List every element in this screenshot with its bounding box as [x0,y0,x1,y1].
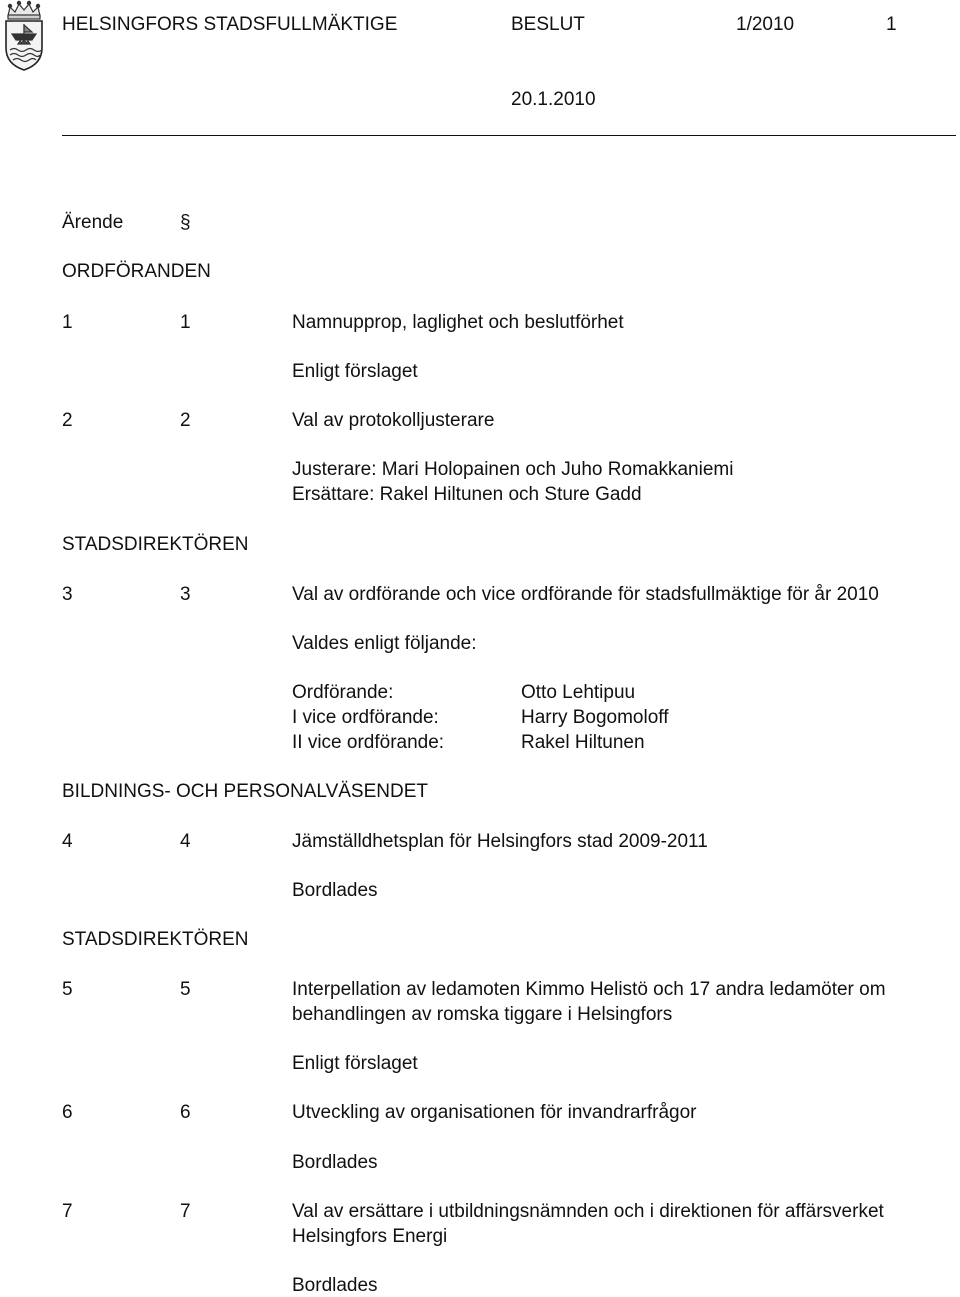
section-heading: STADSDIREKTÖREN [62,534,249,555]
item-title: Utveckling av organisationen för invandrarfrågor [292,1102,697,1123]
role-label: Ordförande: [292,682,394,703]
item-decision-line: Ersättare: Rakel Hiltunen och Sture Gadd [292,484,642,505]
item-arende-number: 6 [62,1102,73,1123]
item-arende-number: 2 [62,410,73,431]
role-name: Harry Bogomoloff [521,707,669,728]
item-title: Val av ordförande och vice ordförande för stadsfullmäktige för år 2010 [292,584,879,605]
item-title: Namnupprop, laglighet och beslutförhet [292,312,624,333]
header-date: 20.1.2010 [511,89,596,110]
item-paragraph-number: 1 [180,312,191,333]
role-label: I vice ordförande: [292,707,439,728]
section-heading: BILDNINGS- OCH PERSONALVÄSENDET [62,781,429,802]
header-organization: HELSINGFORS STADSFULLMÄKTIGE [62,14,398,35]
item-arende-number: 7 [62,1201,73,1222]
item-title-line: Interpellation av ledamoten Kimmo Helistö och 17 andra ledamöter om [292,979,886,1000]
role-name: Rakel Hiltunen [521,732,645,753]
section-heading: ORDFÖRANDEN [62,261,211,282]
item-paragraph-number: 2 [180,410,191,431]
role-name: Otto Lehtipuu [521,682,636,703]
item-decision: Bordlades [292,1275,378,1296]
helsinki-coat-of-arms-logo [2,0,46,72]
header-document-type: BESLUT [511,14,585,35]
item-title-line: Helsingfors Energi [292,1226,448,1247]
item-decision: Valdes enligt följande: [292,633,477,654]
item-paragraph-number: 7 [180,1201,191,1222]
item-decision-line: Justerare: Mari Holopainen och Juho Romakkaniemi [292,459,734,480]
header-page-number: 1 [886,14,897,35]
item-title: Jämställdhetsplan för Helsingfors stad 2009-2011 [292,831,708,852]
item-arende-number: 3 [62,584,73,605]
item-decision: Enligt förslaget [292,361,418,382]
item-decision: Bordlades [292,880,378,901]
item-arende-number: 4 [62,831,73,852]
item-decision: Bordlades [292,1152,378,1173]
item-arende-number: 1 [62,312,73,333]
item-title-line: Val av ersättare i utbildningsnämnden och i direktionen för affärsverket [292,1201,884,1222]
column-heading-arende: Ärende [62,212,124,233]
paragraph-symbol: § [180,212,191,233]
item-title-line: behandlingen av romska tiggare i Helsingfors [292,1004,673,1025]
role-label: II vice ordförande: [292,732,445,753]
item-paragraph-number: 6 [180,1102,191,1123]
item-paragraph-number: 5 [180,979,191,1000]
header-decision-number: 1/2010 [736,14,795,35]
section-heading: STADSDIREKTÖREN [62,929,249,950]
item-decision: Enligt förslaget [292,1053,418,1074]
item-arende-number: 5 [62,979,73,1000]
item-paragraph-number: 4 [180,831,191,852]
item-paragraph-number: 3 [180,584,191,605]
item-title: Val av protokolljusterare [292,410,495,431]
header-divider [62,135,956,136]
